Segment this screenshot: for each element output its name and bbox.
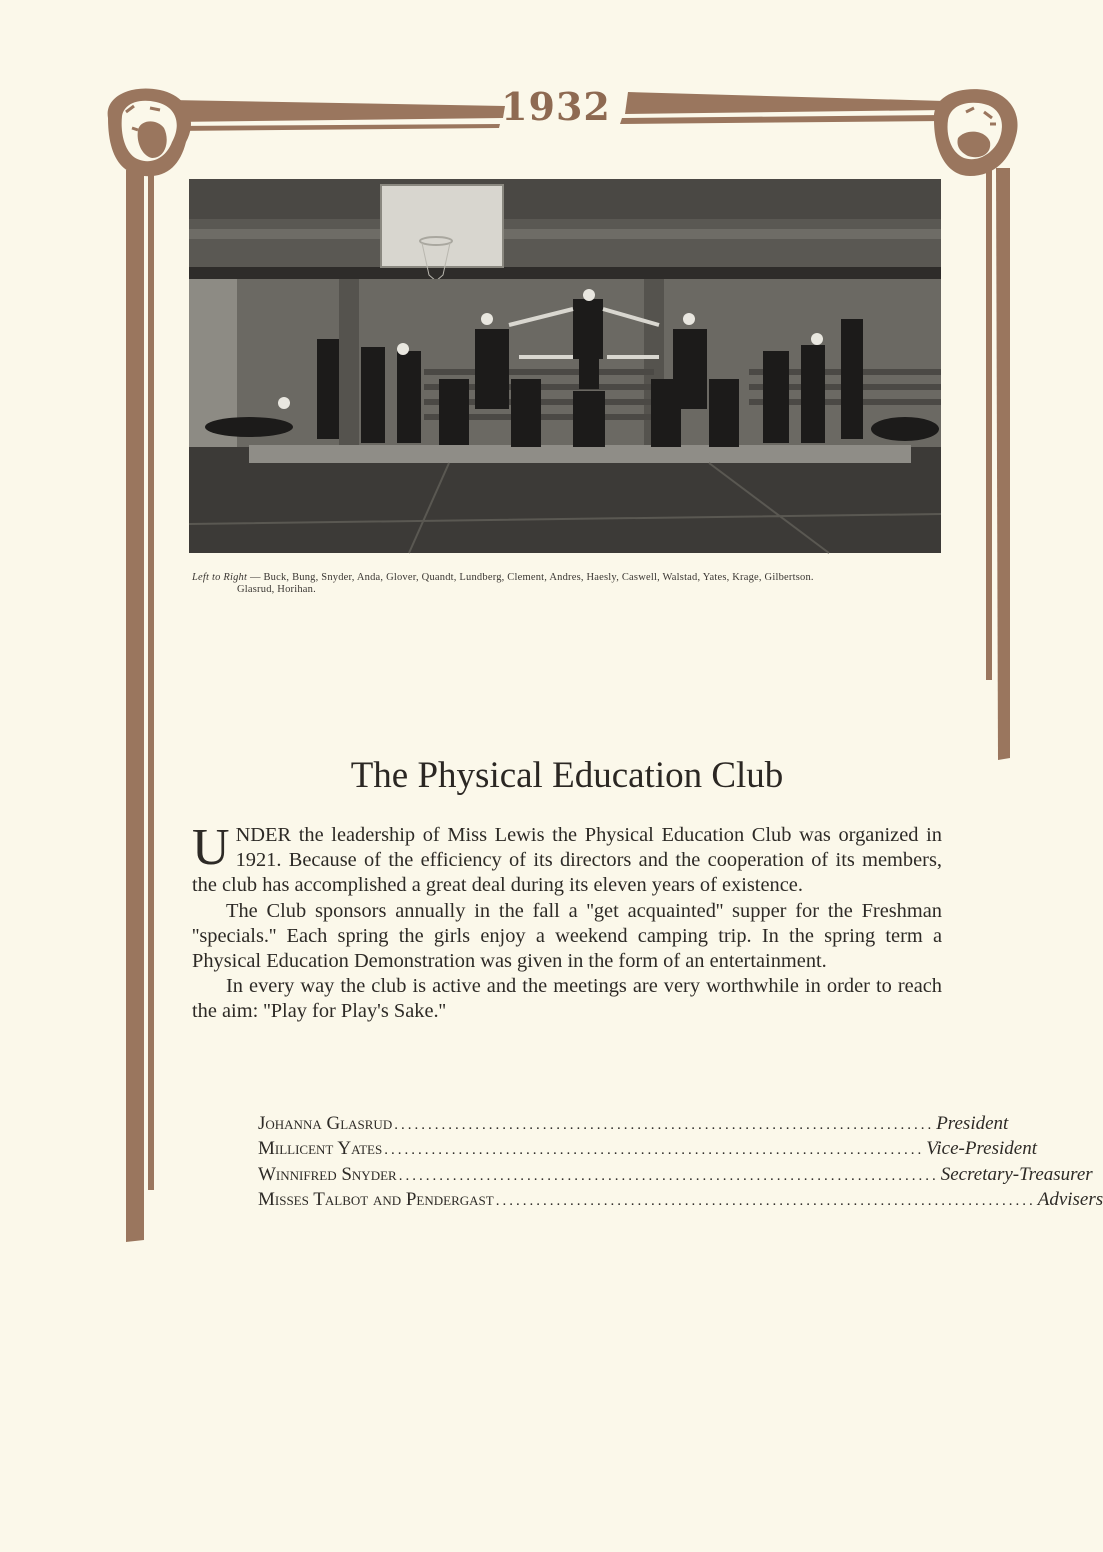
paragraph-1 xyxy=(192,819,942,899)
officer-role: Secretary-Treasurer xyxy=(940,1163,1093,1185)
officer-row xyxy=(258,1187,1103,1212)
paragraph-2: The Club sponsors annually in the fall a ''get acquainted'' supper for the Freshman ''specials.'' Each spring the girls enjoy a weekend camping trip. In the spring term a Physical Education Demonstration was given in the form of an entertainment. xyxy=(192,899,942,973)
officer-role: Vice-President xyxy=(926,1138,1037,1160)
officer-row xyxy=(258,1111,1009,1136)
article-body xyxy=(192,819,942,1025)
caption-names-cont: Glasrud, Horihan. xyxy=(237,584,316,595)
officer-name: Misses Talbot and Pendergast xyxy=(258,1188,494,1210)
leader-dots: ................................................................................ xyxy=(398,1167,939,1184)
right-mask-ornament xyxy=(934,89,1018,176)
officer-row xyxy=(258,1136,1037,1161)
officer-name: Johanna Glasrud xyxy=(258,1113,393,1134)
yearbook-year: 1932 xyxy=(501,84,611,129)
leader-dots: ................................................................................ xyxy=(394,1117,935,1133)
officer-role: Advisers xyxy=(1037,1188,1103,1210)
caption-names: — Buck, Bung, Snyder, Anda, Glover, Quandt, Lundberg, Clement, Andres, Haesly, Caswell, Walstad, Yates, Krage, Gilbertson. xyxy=(249,572,814,583)
leader-dots: ................................................................................ xyxy=(384,1142,925,1159)
club-group-photo xyxy=(189,179,941,553)
officer-role: President xyxy=(936,1113,1009,1134)
photo-caption xyxy=(192,572,952,596)
officer-list xyxy=(258,1111,1103,1212)
caption-lead: Left to Right xyxy=(192,572,248,583)
leader-dots: ................................................................................ xyxy=(495,1192,1036,1209)
paragraph-1-text: NDER the leadership of Miss Lewis the Physical Education Club was organized in 1921. Because of the efficiency of its directors and the cooperation of its members, the club has accomplished a great deal during its eleven years of existence. xyxy=(192,824,942,897)
officer-row xyxy=(258,1162,1093,1187)
drop-cap: U xyxy=(192,819,230,876)
officer-name: Millicent Yates xyxy=(258,1138,383,1160)
page-title: The Physical Education Club xyxy=(350,755,784,796)
paragraph-3: In every way the club is active and the meetings are very worthwhile in order to reach the aim: ''Play for Play's Sake.'' xyxy=(192,975,942,1023)
officer-name: Winnifred Snyder xyxy=(258,1163,397,1185)
left-mask-ornament xyxy=(108,88,191,176)
